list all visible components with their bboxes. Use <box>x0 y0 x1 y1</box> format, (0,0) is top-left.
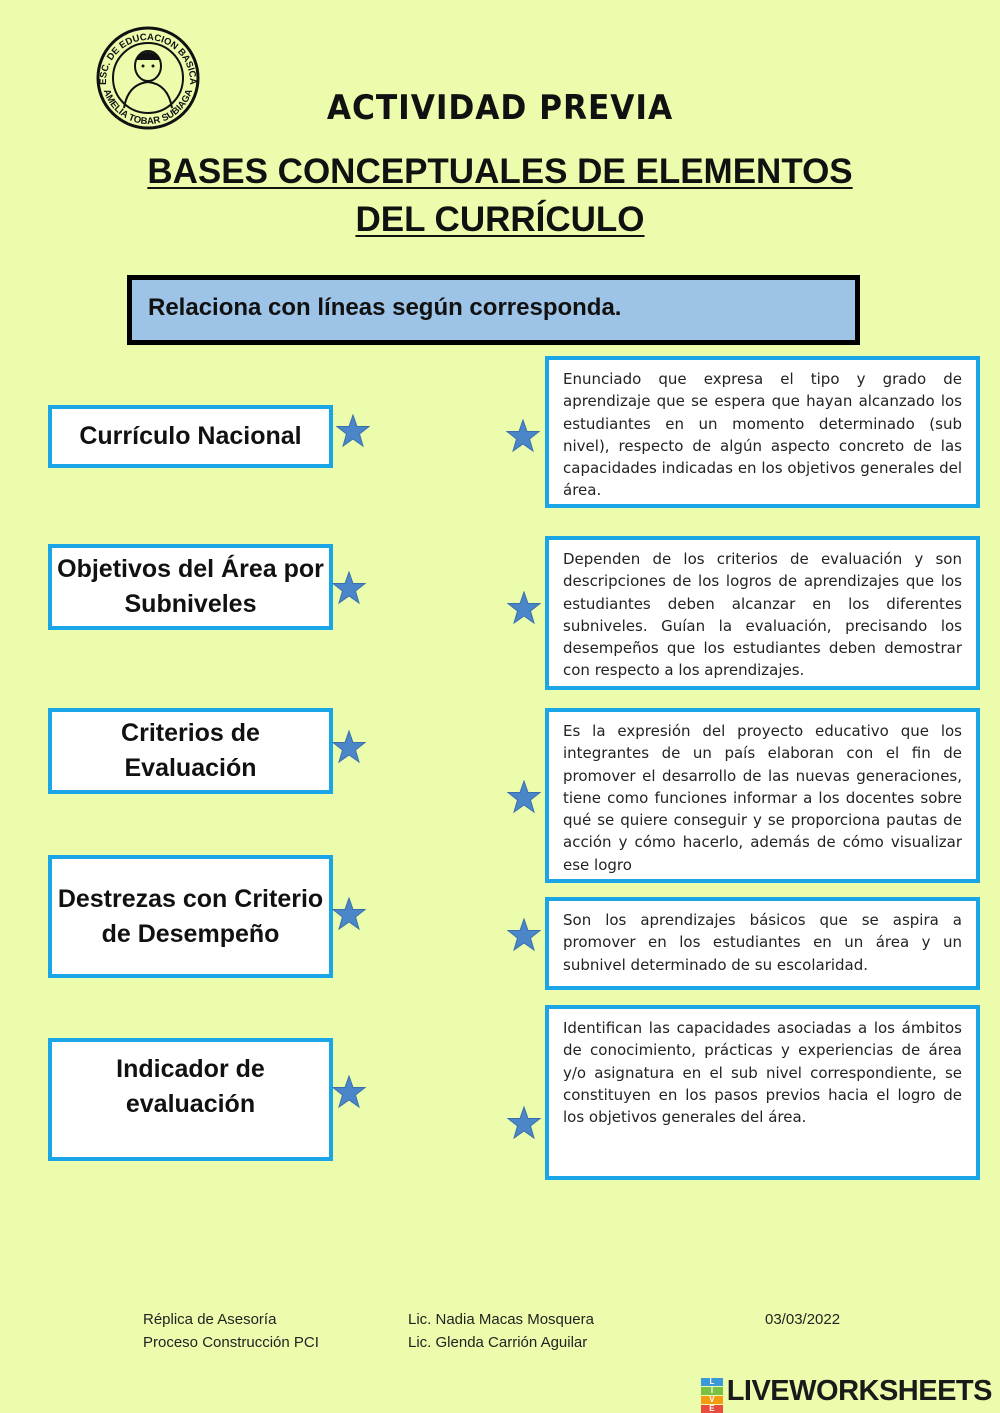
footer-proceso: Proceso Construcción PCI <box>143 1334 319 1351</box>
star-icon[interactable] <box>507 918 541 952</box>
star-icon[interactable] <box>507 780 541 814</box>
term-destrezas-criterio: Destrezas con Criterio de Desempeño <box>48 855 333 978</box>
star-icon[interactable] <box>336 414 370 448</box>
definition-box-1: Enunciado que expresa el tipo y grado de aprendizaje que se espera que hayan alcanzado los estudiantes en un momento determinado (sub nivel), respecto de algún aspecto concreto de las capacidades indicadas en los objetivos generales del área. <box>545 356 980 508</box>
liveworksheets-brand[interactable] <box>701 1375 992 1413</box>
star-icon[interactable] <box>332 730 366 764</box>
term-criterios-evaluacion: Criterios de Evaluación <box>48 708 333 794</box>
term-indicador-evaluacion: Indicador de evaluación <box>48 1038 333 1161</box>
footer-author-2: Lic. Glenda Carrión Aguilar <box>408 1334 588 1351</box>
activity-title: ACTIVIDAD PREVIA <box>326 88 674 128</box>
footer-date: 03/03/2022 <box>765 1311 841 1328</box>
liveworksheets-logo-icon: L I V E <box>701 1378 723 1406</box>
definition-box-2: Dependen de los criterios de evaluación y son descripciones de los logros de aprendizajes que los estudiantes deben alcanzar en los diferentes subniveles. Guían la evaluación, precisando los desempeños que los estudiantes deben demostrar con respecto a los aprendizajes. <box>545 536 980 690</box>
instruction-text: Relaciona con líneas según corresponda. <box>148 294 622 321</box>
star-icon[interactable] <box>332 897 366 931</box>
page-title-line2: DEL CURRÍCULO <box>355 200 645 239</box>
footer-author-1: Lic. Nadia Macas Mosquera <box>408 1311 594 1328</box>
footer-asesoria: Réplica de Asesoría <box>143 1311 277 1328</box>
instruction-box <box>127 275 860 345</box>
footer-col1 <box>143 1308 319 1354</box>
term-objetivos-area: Objetivos del Área por Subniveles <box>48 544 333 630</box>
brand-name: LIVEWORKSHEETS <box>726 1375 992 1407</box>
star-icon[interactable] <box>332 1075 366 1109</box>
logo-bottom-text: AMELIA TOBAR SUBIAGA <box>100 87 196 128</box>
definition-box-3: Es la expresión del proyecto educativo que los integrantes de un país elaboran con el fin de promover el desarrollo de las nuevas generaciones, tiene como funciones informar a los docentes sobre qué se quiere conseguir y se proporciona pautas de acción y cómo hacerlo, además de cómo visualizar ese logro <box>545 708 980 883</box>
footer-col2 <box>408 1308 594 1354</box>
star-icon[interactable] <box>507 591 541 625</box>
star-icon[interactable] <box>506 419 540 453</box>
logo-top-text: ESC. DE EDUCACION BASICA <box>97 31 199 85</box>
star-icon[interactable] <box>332 571 366 605</box>
term-curriculo-nacional: Currículo Nacional <box>48 405 333 468</box>
star-icon[interactable] <box>507 1106 541 1140</box>
definition-box-5: Identifican las capacidades asociadas a los ámbitos de conocimiento, prácticas y experiencias de área y/o asignatura en el sub nivel correspondiente, se constituyen en los pasos previos hacia el logro de los objetivos generales del área. <box>545 1005 980 1180</box>
page-title-line1: BASES CONCEPTUALES DE ELEMENTOS <box>147 152 853 191</box>
definition-box-4: Son los aprendizajes básicos que se aspira a promover en los estudiantes en un área y un subnivel determinado de su escolaridad. <box>545 897 980 990</box>
